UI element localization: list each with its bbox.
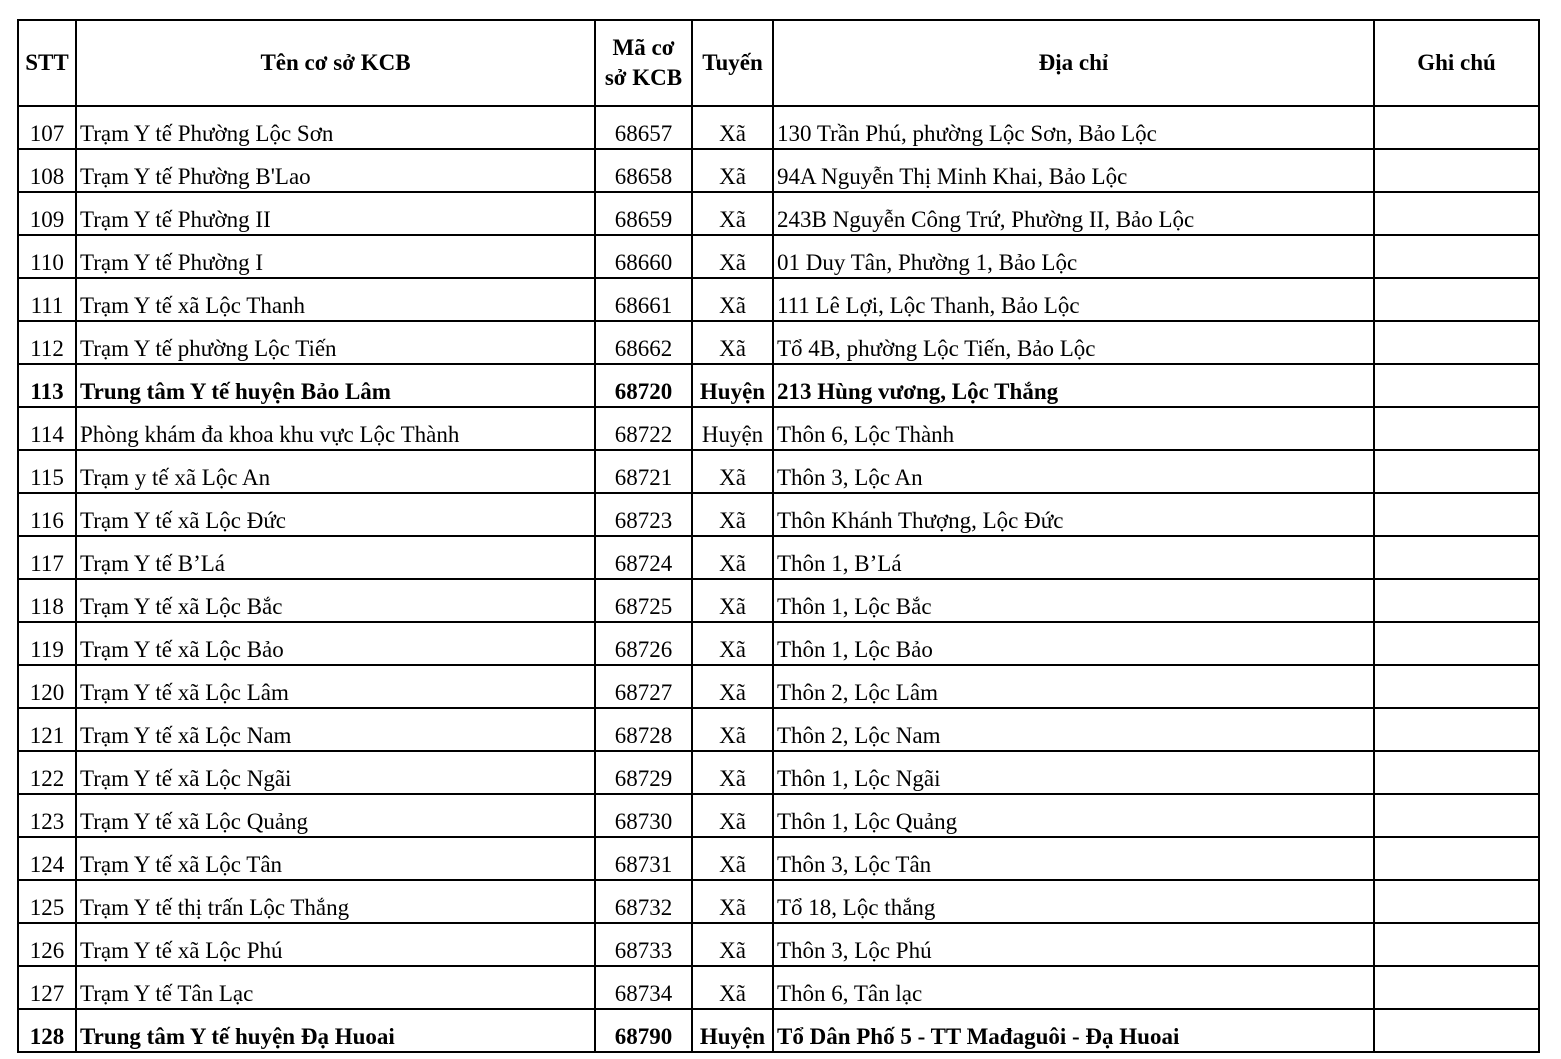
table-row — [18, 493, 1539, 536]
cell-level: Xã — [692, 622, 773, 665]
cell-facility-name: Trung tâm Y tế huyện Đạ Huoai — [76, 1009, 595, 1052]
cell-stt: 118 — [18, 579, 76, 622]
cell-note — [1374, 278, 1539, 321]
cell-facility-code: 68725 — [595, 579, 692, 622]
cell-address: Thôn 1, Lộc Quảng — [773, 794, 1374, 837]
cell-facility-name: Trạm y tế xã Lộc An — [76, 450, 595, 493]
cell-facility-name: Trạm Y tế phường Lộc Tiến — [76, 321, 595, 364]
table-row — [18, 1009, 1539, 1052]
cell-note — [1374, 966, 1539, 1009]
cell-note — [1374, 1009, 1539, 1052]
cell-stt: 123 — [18, 794, 76, 837]
cell-stt: 112 — [18, 321, 76, 364]
cell-facility-name: Trạm Y tế Phường I — [76, 235, 595, 278]
cell-note — [1374, 579, 1539, 622]
cell-level: Xã — [692, 579, 773, 622]
cell-address: 111 Lê Lợi, Lộc Thanh, Bảo Lộc — [773, 278, 1374, 321]
table-row — [18, 278, 1539, 321]
cell-facility-code: 68730 — [595, 794, 692, 837]
header-code-line1: Mã cơ — [612, 35, 675, 60]
cell-note — [1374, 450, 1539, 493]
header-level: Tuyến — [692, 20, 773, 106]
cell-facility-name: Trạm Y tế xã Lộc Nam — [76, 708, 595, 751]
cell-level: Xã — [692, 966, 773, 1009]
cell-facility-code: 68724 — [595, 536, 692, 579]
cell-note — [1374, 837, 1539, 880]
cell-level: Xã — [692, 450, 773, 493]
cell-note — [1374, 751, 1539, 794]
table-row — [18, 751, 1539, 794]
cell-note — [1374, 923, 1539, 966]
cell-facility-name: Trạm Y tế xã Lộc Tân — [76, 837, 595, 880]
header-address: Địa chỉ — [773, 20, 1374, 106]
cell-facility-name: Trạm Y tế xã Lộc Thanh — [76, 278, 595, 321]
cell-address: Thôn 1, Lộc Ngãi — [773, 751, 1374, 794]
cell-facility-code: 68720 — [595, 364, 692, 407]
cell-stt: 119 — [18, 622, 76, 665]
cell-stt: 125 — [18, 880, 76, 923]
cell-facility-code: 68659 — [595, 192, 692, 235]
table-row — [18, 192, 1539, 235]
facility-table — [17, 19, 1540, 1053]
table-row — [18, 837, 1539, 880]
cell-facility-name: Trạm Y tế B’Lá — [76, 536, 595, 579]
cell-level: Xã — [692, 192, 773, 235]
cell-facility-name: Trạm Y tế Phường II — [76, 192, 595, 235]
cell-facility-name: Trạm Y tế xã Lộc Ngãi — [76, 751, 595, 794]
cell-stt: 121 — [18, 708, 76, 751]
cell-stt: 116 — [18, 493, 76, 536]
cell-level: Xã — [692, 106, 773, 149]
cell-level: Xã — [692, 923, 773, 966]
cell-level: Huyện — [692, 407, 773, 450]
cell-facility-code: 68657 — [595, 106, 692, 149]
cell-stt: 109 — [18, 192, 76, 235]
cell-stt: 114 — [18, 407, 76, 450]
cell-stt: 111 — [18, 278, 76, 321]
table-row — [18, 106, 1539, 149]
cell-stt: 107 — [18, 106, 76, 149]
cell-address: 243B Nguyễn Công Trứ, Phường II, Bảo Lộc — [773, 192, 1374, 235]
cell-address: Thôn Khánh Thượng, Lộc Đức — [773, 493, 1374, 536]
cell-address: Tổ 4B, phường Lộc Tiến, Bảo Lộc — [773, 321, 1374, 364]
table-row — [18, 794, 1539, 837]
cell-address: Thôn 1, Lộc Bắc — [773, 579, 1374, 622]
cell-address: 94A Nguyễn Thị Minh Khai, Bảo Lộc — [773, 149, 1374, 192]
cell-address: 130 Trần Phú, phường Lộc Sơn, Bảo Lộc — [773, 106, 1374, 149]
cell-address: Thôn 3, Lộc Phú — [773, 923, 1374, 966]
cell-level: Xã — [692, 794, 773, 837]
cell-facility-name: Trạm Y tế Phường B'Lao — [76, 149, 595, 192]
table-row — [18, 708, 1539, 751]
table-row — [18, 149, 1539, 192]
cell-address: 01 Duy Tân, Phường 1, Bảo Lộc — [773, 235, 1374, 278]
cell-level: Xã — [692, 665, 773, 708]
cell-level: Xã — [692, 751, 773, 794]
cell-facility-code: 68734 — [595, 966, 692, 1009]
cell-level: Xã — [692, 536, 773, 579]
cell-stt: 120 — [18, 665, 76, 708]
cell-facility-name: Trạm Y tế xã Lộc Bảo — [76, 622, 595, 665]
cell-address: 213 Hùng vương, Lộc Thắng — [773, 364, 1374, 407]
cell-facility-code: 68661 — [595, 278, 692, 321]
cell-note — [1374, 106, 1539, 149]
header-code — [595, 20, 692, 106]
header-code-line2: sở KCB — [604, 65, 683, 90]
cell-facility-name: Trạm Y tế Phường Lộc Sơn — [76, 106, 595, 149]
cell-stt: 113 — [18, 364, 76, 407]
table-row — [18, 321, 1539, 364]
cell-facility-code: 68721 — [595, 450, 692, 493]
cell-note — [1374, 708, 1539, 751]
table-row — [18, 536, 1539, 579]
cell-facility-name: Trạm Y tế xã Lộc Bắc — [76, 579, 595, 622]
cell-facility-name: Phòng khám đa khoa khu vực Lộc Thành — [76, 407, 595, 450]
cell-level: Xã — [692, 321, 773, 364]
cell-facility-name: Trạm Y tế thị trấn Lộc Thắng — [76, 880, 595, 923]
table-row — [18, 364, 1539, 407]
table-row — [18, 622, 1539, 665]
cell-facility-code: 68662 — [595, 321, 692, 364]
cell-stt: 127 — [18, 966, 76, 1009]
header-note: Ghi chú — [1374, 20, 1539, 106]
cell-note — [1374, 321, 1539, 364]
cell-stt: 117 — [18, 536, 76, 579]
cell-note — [1374, 622, 1539, 665]
table-row — [18, 407, 1539, 450]
cell-note — [1374, 536, 1539, 579]
cell-note — [1374, 149, 1539, 192]
cell-address: Thôn 3, Lộc An — [773, 450, 1374, 493]
table-row — [18, 235, 1539, 278]
cell-address: Thôn 6, Lộc Thành — [773, 407, 1374, 450]
cell-note — [1374, 794, 1539, 837]
table-header-row — [18, 20, 1539, 106]
table-row — [18, 966, 1539, 1009]
cell-address: Thôn 1, B’Lá — [773, 536, 1374, 579]
cell-facility-code: 68728 — [595, 708, 692, 751]
cell-stt: 108 — [18, 149, 76, 192]
cell-facility-code: 68658 — [595, 149, 692, 192]
table-row — [18, 579, 1539, 622]
table-row — [18, 665, 1539, 708]
cell-stt: 126 — [18, 923, 76, 966]
cell-facility-code: 68731 — [595, 837, 692, 880]
cell-facility-name: Trạm Y tế xã Lộc Đức — [76, 493, 595, 536]
cell-level: Huyện — [692, 1009, 773, 1052]
header-name: Tên cơ sở KCB — [76, 20, 595, 106]
cell-address: Tổ 18, Lộc thắng — [773, 880, 1374, 923]
cell-stt: 128 — [18, 1009, 76, 1052]
cell-address: Thôn 2, Lộc Nam — [773, 708, 1374, 751]
cell-note — [1374, 235, 1539, 278]
cell-facility-code: 68729 — [595, 751, 692, 794]
cell-note — [1374, 407, 1539, 450]
cell-facility-code: 68722 — [595, 407, 692, 450]
cell-note — [1374, 880, 1539, 923]
cell-stt: 110 — [18, 235, 76, 278]
table-row — [18, 923, 1539, 966]
cell-address: Tổ Dân Phố 5 - TT Mađaguôi - Đạ Huoai — [773, 1009, 1374, 1052]
cell-address: Thôn 3, Lộc Tân — [773, 837, 1374, 880]
cell-facility-code: 68727 — [595, 665, 692, 708]
cell-level: Xã — [692, 149, 773, 192]
cell-note — [1374, 665, 1539, 708]
header-stt: STT — [18, 20, 76, 106]
cell-facility-name: Trung tâm Y tế huyện Bảo Lâm — [76, 364, 595, 407]
cell-level: Xã — [692, 837, 773, 880]
cell-address: Thôn 1, Lộc Bảo — [773, 622, 1374, 665]
cell-facility-code: 68733 — [595, 923, 692, 966]
cell-note — [1374, 364, 1539, 407]
table-row — [18, 880, 1539, 923]
cell-facility-code: 68732 — [595, 880, 692, 923]
cell-stt: 115 — [18, 450, 76, 493]
table-row — [18, 450, 1539, 493]
cell-note — [1374, 192, 1539, 235]
cell-facility-code: 68660 — [595, 235, 692, 278]
cell-stt: 124 — [18, 837, 76, 880]
table-body — [18, 106, 1539, 1052]
cell-address: Thôn 2, Lộc Lâm — [773, 665, 1374, 708]
cell-address: Thôn 6, Tân lạc — [773, 966, 1374, 1009]
cell-facility-code: 68726 — [595, 622, 692, 665]
cell-facility-code: 68790 — [595, 1009, 692, 1052]
cell-note — [1374, 493, 1539, 536]
cell-facility-code: 68723 — [595, 493, 692, 536]
cell-level: Huyện — [692, 364, 773, 407]
cell-level: Xã — [692, 278, 773, 321]
cell-facility-name: Trạm Y tế xã Lộc Phú — [76, 923, 595, 966]
cell-facility-name: Trạm Y tế xã Lộc Quảng — [76, 794, 595, 837]
cell-level: Xã — [692, 880, 773, 923]
cell-level: Xã — [692, 235, 773, 278]
cell-facility-name: Trạm Y tế xã Lộc Lâm — [76, 665, 595, 708]
cell-stt: 122 — [18, 751, 76, 794]
cell-level: Xã — [692, 493, 773, 536]
cell-facility-name: Trạm Y tế Tân Lạc — [76, 966, 595, 1009]
cell-level: Xã — [692, 708, 773, 751]
